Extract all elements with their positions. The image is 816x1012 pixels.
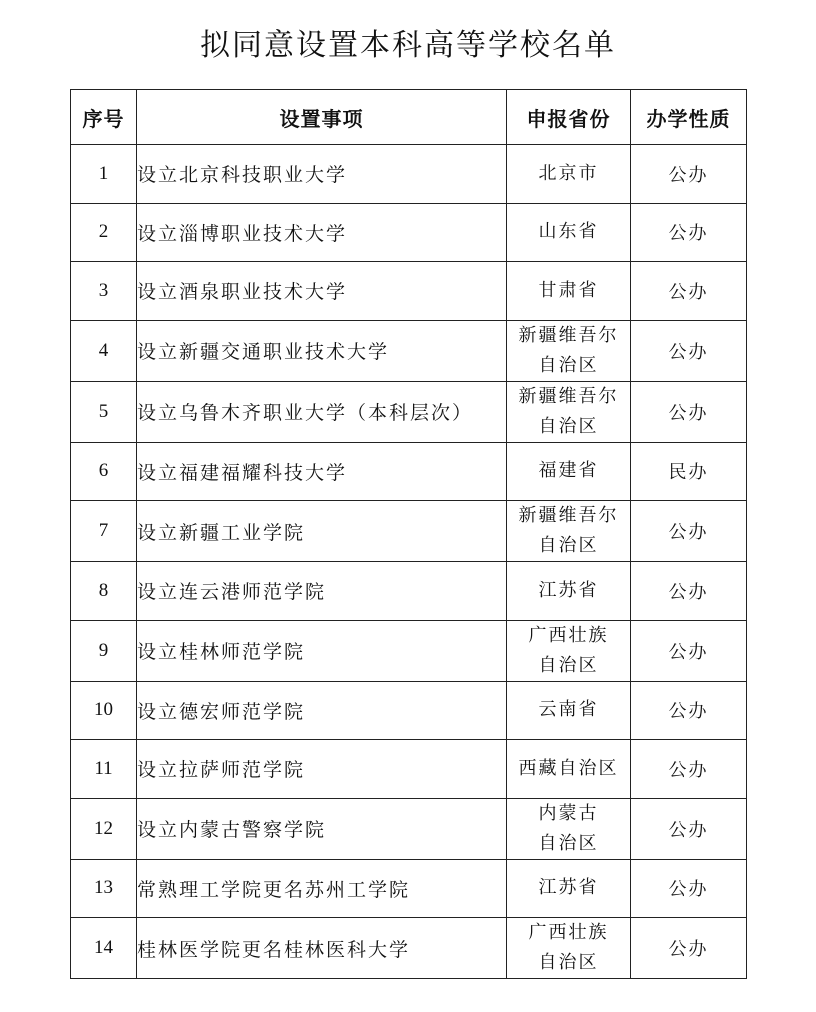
row-type: 公办 — [631, 620, 747, 681]
row-province — [507, 798, 631, 859]
row-item: 常熟理工学院更名苏州工学院 — [137, 859, 507, 918]
row-type: 公办 — [631, 203, 747, 262]
table-row — [71, 262, 747, 321]
row-province — [507, 918, 631, 979]
university-list-table — [70, 89, 747, 979]
row-type: 公办 — [631, 562, 747, 621]
table-row — [71, 620, 747, 681]
province-line: 甘肃省 — [538, 279, 599, 301]
table-header — [71, 90, 747, 145]
province-line: 自治区 — [538, 952, 599, 973]
row-item: 设立连云港师范学院 — [137, 562, 507, 621]
row-number: 7 — [71, 501, 137, 562]
row-item: 设立酒泉职业技术大学 — [137, 262, 507, 321]
row-type: 公办 — [631, 145, 747, 204]
row-province — [507, 620, 631, 681]
table-row — [71, 442, 747, 501]
row-province — [507, 740, 631, 799]
row-number: 8 — [71, 562, 137, 621]
table-row — [71, 203, 747, 262]
table-row — [71, 562, 747, 621]
province-line: 自治区 — [538, 832, 599, 854]
table-row — [71, 859, 747, 918]
document-title: 拟同意设置本科高等学校名单 — [200, 28, 616, 63]
row-type: 公办 — [631, 381, 747, 442]
province-line: 自治区 — [538, 354, 599, 376]
province-line: 西藏自治区 — [518, 757, 619, 779]
row-province — [507, 145, 631, 204]
row-item: 设立桂林师范学院 — [137, 620, 507, 681]
row-type: 公办 — [631, 918, 747, 979]
row-province — [507, 859, 631, 918]
row-province — [507, 320, 631, 381]
header-province: 申报省份 — [507, 90, 631, 145]
table-row — [71, 145, 747, 204]
header-type: 办学性质 — [631, 90, 747, 145]
row-province — [507, 501, 631, 562]
province-line: 新疆维吾尔 — [518, 505, 619, 526]
row-number: 9 — [71, 620, 137, 681]
province-line: 新疆维吾尔 — [518, 385, 619, 407]
province-line: 自治区 — [538, 654, 599, 676]
row-number: 5 — [71, 381, 137, 442]
province-line: 新疆维吾尔 — [518, 324, 619, 346]
row-type: 公办 — [631, 740, 747, 799]
row-number: 4 — [71, 320, 137, 381]
province-line: 云南省 — [538, 699, 599, 721]
table-row — [71, 740, 747, 799]
row-province — [507, 681, 631, 740]
province-line: 福建省 — [538, 460, 599, 482]
row-province — [507, 203, 631, 262]
row-type: 公办 — [631, 798, 747, 859]
table-row — [71, 501, 747, 562]
row-type: 公办 — [631, 262, 747, 321]
header-no: 序号 — [71, 90, 137, 145]
row-item: 设立德宏师范学院 — [137, 681, 507, 740]
row-province — [507, 442, 631, 501]
province-line: 广西壮族 — [528, 624, 609, 646]
province-line: 自治区 — [538, 535, 599, 556]
row-type: 公办 — [631, 501, 747, 562]
row-number: 1 — [71, 145, 137, 204]
province-line: 江苏省 — [538, 877, 599, 899]
table-row — [71, 381, 747, 442]
row-item: 设立福建福耀科技大学 — [137, 442, 507, 501]
row-number: 2 — [71, 203, 137, 262]
table-row — [71, 798, 747, 859]
row-item: 设立新疆交通职业技术大学 — [137, 320, 507, 381]
row-type: 公办 — [631, 320, 747, 381]
row-type: 公办 — [631, 681, 747, 740]
row-number: 10 — [71, 681, 137, 740]
table-row — [71, 918, 747, 979]
province-line: 北京市 — [538, 162, 599, 184]
row-item: 设立拉萨师范学院 — [137, 740, 507, 799]
row-type: 公办 — [631, 859, 747, 918]
table-row — [71, 320, 747, 381]
row-number: 6 — [71, 442, 137, 501]
row-number: 14 — [71, 918, 137, 979]
province-line: 内蒙古 — [538, 802, 599, 824]
row-province — [507, 562, 631, 621]
row-item: 设立乌鲁木齐职业大学（本科层次） — [137, 381, 507, 442]
row-item: 设立新疆工业学院 — [137, 501, 507, 562]
province-line: 广西壮族 — [528, 922, 609, 943]
row-number: 13 — [71, 859, 137, 918]
province-line: 山东省 — [538, 221, 599, 243]
header-item: 设置事项 — [137, 90, 507, 145]
row-province — [507, 381, 631, 442]
row-type: 民办 — [631, 442, 747, 501]
row-item: 桂林医学院更名桂林医科大学 — [137, 918, 507, 979]
row-item: 设立内蒙古警察学院 — [137, 798, 507, 859]
table-row — [71, 681, 747, 740]
row-number: 12 — [71, 798, 137, 859]
province-line: 自治区 — [538, 415, 599, 437]
row-number: 3 — [71, 262, 137, 321]
row-province — [507, 262, 631, 321]
row-number: 11 — [71, 740, 137, 799]
row-item: 设立淄博职业技术大学 — [137, 203, 507, 262]
row-item: 设立北京科技职业大学 — [137, 145, 507, 204]
province-line: 江苏省 — [538, 579, 599, 601]
table-body — [71, 145, 747, 979]
